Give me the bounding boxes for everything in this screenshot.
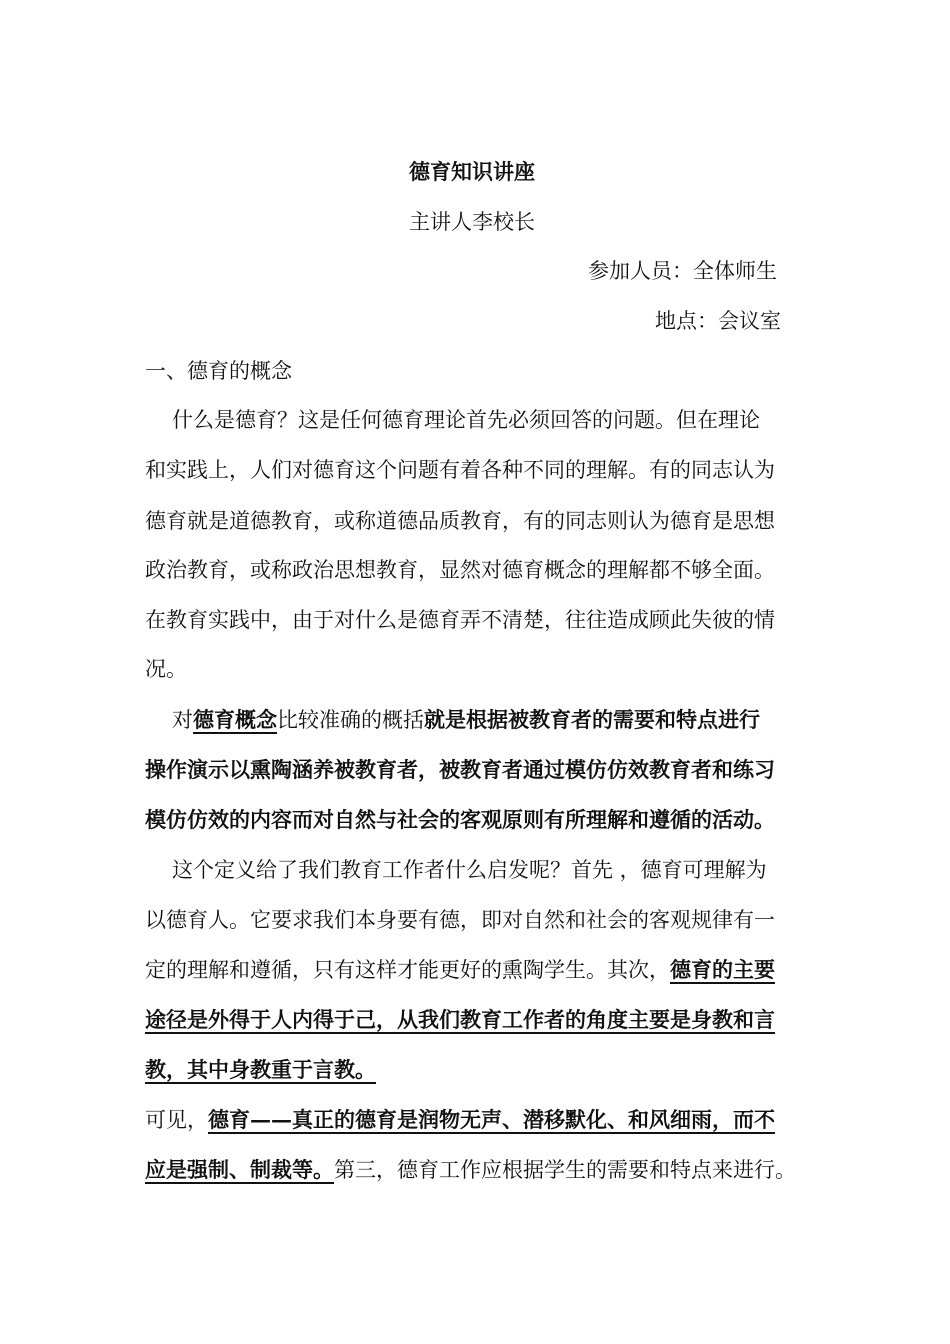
bold-definition: 操作演示以熏陶涵养被教育者，被教育者通过模仿仿效教育者和练习 xyxy=(145,757,775,782)
paragraph-line: 德育就是道德教育，或称道德品质教育，有的同志则认为德育是思想 xyxy=(145,509,775,533)
paragraph-line: 什么是德育？这是任何德育理论首先必须回答的问题。但在理论 xyxy=(172,408,760,432)
underlined-emphasis: 德育——真正的德育是润物无声、潜移默化、和风细雨，而不 xyxy=(208,1107,775,1132)
paragraph-line: 以德育人。它要求我们本身要有德，即对自然和社会的客观规律有一 xyxy=(145,908,775,932)
paragraph-line: 况。 xyxy=(145,657,187,681)
underlined-term: 德育概念 xyxy=(193,707,277,732)
paragraph-line xyxy=(172,705,760,735)
location-line: 地点：会议室 xyxy=(655,309,781,333)
paragraph-line: 这个定义给了我们教育工作者什么启发呢？首先 ，德育可理解为 xyxy=(172,858,767,882)
paragraph-line xyxy=(145,955,775,985)
bold-definition: 模仿仿效的内容而对自然与社会的客观原则有所理解和遵循的活动。 xyxy=(145,807,775,832)
section-heading: 一、德育的概念 xyxy=(145,359,292,383)
paragraph-line: 在教育实践中，由于对什么是德育弄不清楚，往往造成顾此失彼的情 xyxy=(145,608,775,632)
underlined-emphasis: 教，其中身教重于言教。 xyxy=(145,1057,376,1082)
paragraph-line: 和实践上，人们对德育这个问题有着各种不同的理解。有的同志认为 xyxy=(145,458,775,482)
underlined-emphasis: 应是强制、制裁等。 xyxy=(145,1157,334,1182)
speaker-line: 主讲人李校长 xyxy=(409,210,535,234)
text-run: 第三，德育工作应根据学生的需要和特点来进行。 xyxy=(334,1158,796,1182)
bold-definition: 就是根据被教育者的需要和特点进行 xyxy=(424,707,760,732)
underlined-emphasis: 德育的主要 xyxy=(670,957,775,982)
participants-line: 参加人员：全体师生 xyxy=(588,259,777,283)
text-run: 对 xyxy=(172,708,193,732)
text-run: 比较准确的概括 xyxy=(277,708,424,732)
underlined-emphasis: 途径是外得于人内得于己，从我们教育工作者的角度主要是身教和言 xyxy=(145,1007,775,1032)
paragraph-line: 政治教育，或称政治思想教育，显然对德育概念的理解都不够全面。 xyxy=(145,558,775,582)
paragraph-line xyxy=(145,1155,796,1185)
text-run: 可见， xyxy=(145,1108,208,1132)
paragraph-line xyxy=(145,1105,775,1135)
document-title: 德育知识讲座 xyxy=(409,159,535,184)
text-run: 定的理解和遵循，只有这样才能更好的熏陶学生。其次， xyxy=(145,958,670,982)
